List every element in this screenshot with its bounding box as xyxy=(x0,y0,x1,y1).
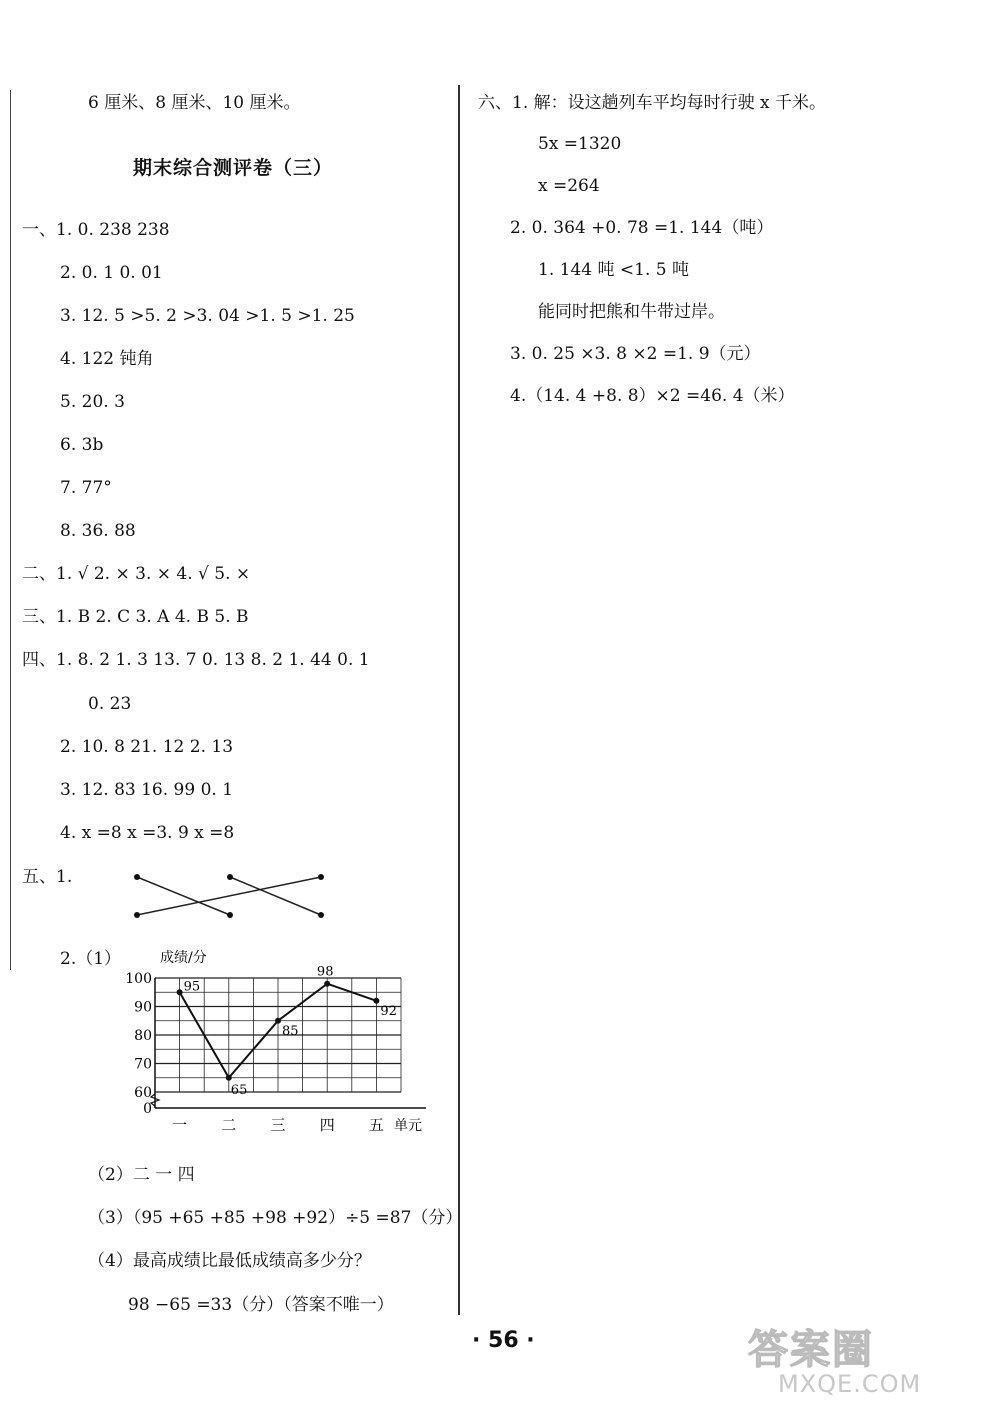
y-tick-label: 0 xyxy=(143,1101,152,1117)
data-point xyxy=(324,981,330,987)
part4-q4: 4. x =8 x =3. 9 x =8 xyxy=(60,823,235,843)
part4-q1: 四、1. 8. 2 1. 3 13. 7 0. 13 8. 2 1. 44 0. 1 xyxy=(22,650,370,670)
data-label: 65 xyxy=(230,1082,248,1098)
section-title: 期末综合测评卷（三） xyxy=(133,157,334,179)
part1-q7: 7. 77° xyxy=(60,478,112,498)
data-point xyxy=(226,1075,232,1081)
part6-q2: 2. 0. 364 +0. 78 =1. 144（吨） xyxy=(510,218,774,238)
watermark-url: MXQE.COM xyxy=(778,1370,922,1398)
y-tick-label: 70 xyxy=(134,1056,152,1073)
watermark-brand: 答案圈 xyxy=(748,1327,874,1373)
score-line-chart xyxy=(125,940,435,1140)
y-tick-label: 60 xyxy=(134,1085,152,1101)
part6-q1-equation: 5x =1320 xyxy=(538,134,622,154)
watermark xyxy=(748,1318,986,1398)
y-tick-label: 100 xyxy=(125,971,152,987)
part4-q3: 3. 12. 83 16. 99 0. 1 xyxy=(60,780,234,800)
part5-q2-answer-3: （3）（95 +65 +85 +98 +92）÷5 =87（分） xyxy=(88,1208,463,1228)
y-axis-label: 成绩/分 xyxy=(160,950,207,966)
part6-q3: 3. 0. 25 ×3. 8 ×2 =1. 9（元） xyxy=(510,344,761,364)
match-dot xyxy=(318,912,324,918)
y-tick-labels xyxy=(125,971,152,1117)
column-divider xyxy=(458,85,460,1315)
x-tick-label: 五 xyxy=(368,1116,384,1134)
part1-q3: 3. 12. 5 >5. 2 >3. 04 >1. 5 >1. 25 xyxy=(60,306,355,326)
data-label: 85 xyxy=(282,1023,299,1039)
part6-q2-compare: 1. 144 吨 <1. 5 吨 xyxy=(538,260,689,280)
part2-answers: 二、1. √ 2. × 3. × 4. √ 5. × xyxy=(22,564,251,584)
match-dot xyxy=(227,874,233,880)
x-tick-label: 三 xyxy=(270,1116,286,1134)
data-point xyxy=(373,998,379,1004)
matching-diagram xyxy=(125,865,335,925)
match-dot xyxy=(134,912,140,918)
y-tick-label: 90 xyxy=(134,999,152,1016)
part1-q6: 6. 3b xyxy=(60,435,104,455)
x-tick-labels xyxy=(172,1116,384,1134)
page-number: · 56 · xyxy=(472,1328,535,1353)
part1-q1: 一、1. 0. 238 238 xyxy=(22,220,170,240)
chart-grid xyxy=(151,978,426,1108)
data-label: 92 xyxy=(380,1003,397,1019)
match-line-3 xyxy=(137,877,321,915)
carryover-answer-line: 6 厘米、8 厘米、10 厘米。 xyxy=(88,93,301,113)
match-dot xyxy=(227,912,233,918)
x-tick-label: 二 xyxy=(221,1116,237,1134)
match-line-2 xyxy=(230,877,321,915)
part6-q4: 4.（14. 4 +8. 8）×2 =46. 4（米） xyxy=(510,386,795,406)
data-point xyxy=(275,1018,281,1024)
part6-q1-solution: x =264 xyxy=(538,176,600,196)
part3-answers: 三、1. B 2. C 3. A 4. B 5. B xyxy=(22,607,249,627)
x-tick-label: 一 xyxy=(172,1116,188,1134)
match-dot xyxy=(318,874,324,880)
part5-q1-label: 五、1. xyxy=(22,867,73,887)
part1-q8: 8. 36. 88 xyxy=(60,521,136,541)
part5-q2-answer-4: （4）最高成绩比最低成绩高多少分？ xyxy=(88,1251,371,1271)
part4-q2: 2. 10. 8 21. 12 2. 13 xyxy=(60,737,234,757)
y-tick-label: 80 xyxy=(134,1028,152,1044)
x-axis-label: 单元 xyxy=(394,1118,422,1134)
x-tick-label: 四 xyxy=(319,1116,335,1134)
data-point xyxy=(177,989,183,995)
part4-q1-continued: 0. 23 xyxy=(88,694,132,714)
part1-q4: 4. 122 钝角 xyxy=(60,349,154,369)
part6-q2-conclusion: 能同时把熊和牛带过岸。 xyxy=(538,302,725,322)
part5-q2-label: 2.（1） xyxy=(60,949,122,969)
part6-q1: 六、1. 解：设这趟列车平均每时行驶 x 千米。 xyxy=(478,93,827,113)
part5-q2-answer-2: （2）二 一 四 xyxy=(88,1165,195,1185)
data-label: 95 xyxy=(183,979,201,995)
match-line-1 xyxy=(137,877,230,915)
match-dot xyxy=(134,874,140,880)
data-label: 98 xyxy=(316,964,334,980)
part1-q5: 5. 20. 3 xyxy=(60,392,125,412)
part5-q2-answer-4-calc: 98 −65 =33（分）（答案不唯一） xyxy=(128,1295,394,1315)
part1-q2: 2. 0. 1 0. 01 xyxy=(60,263,163,283)
left-margin-rule xyxy=(10,90,11,970)
